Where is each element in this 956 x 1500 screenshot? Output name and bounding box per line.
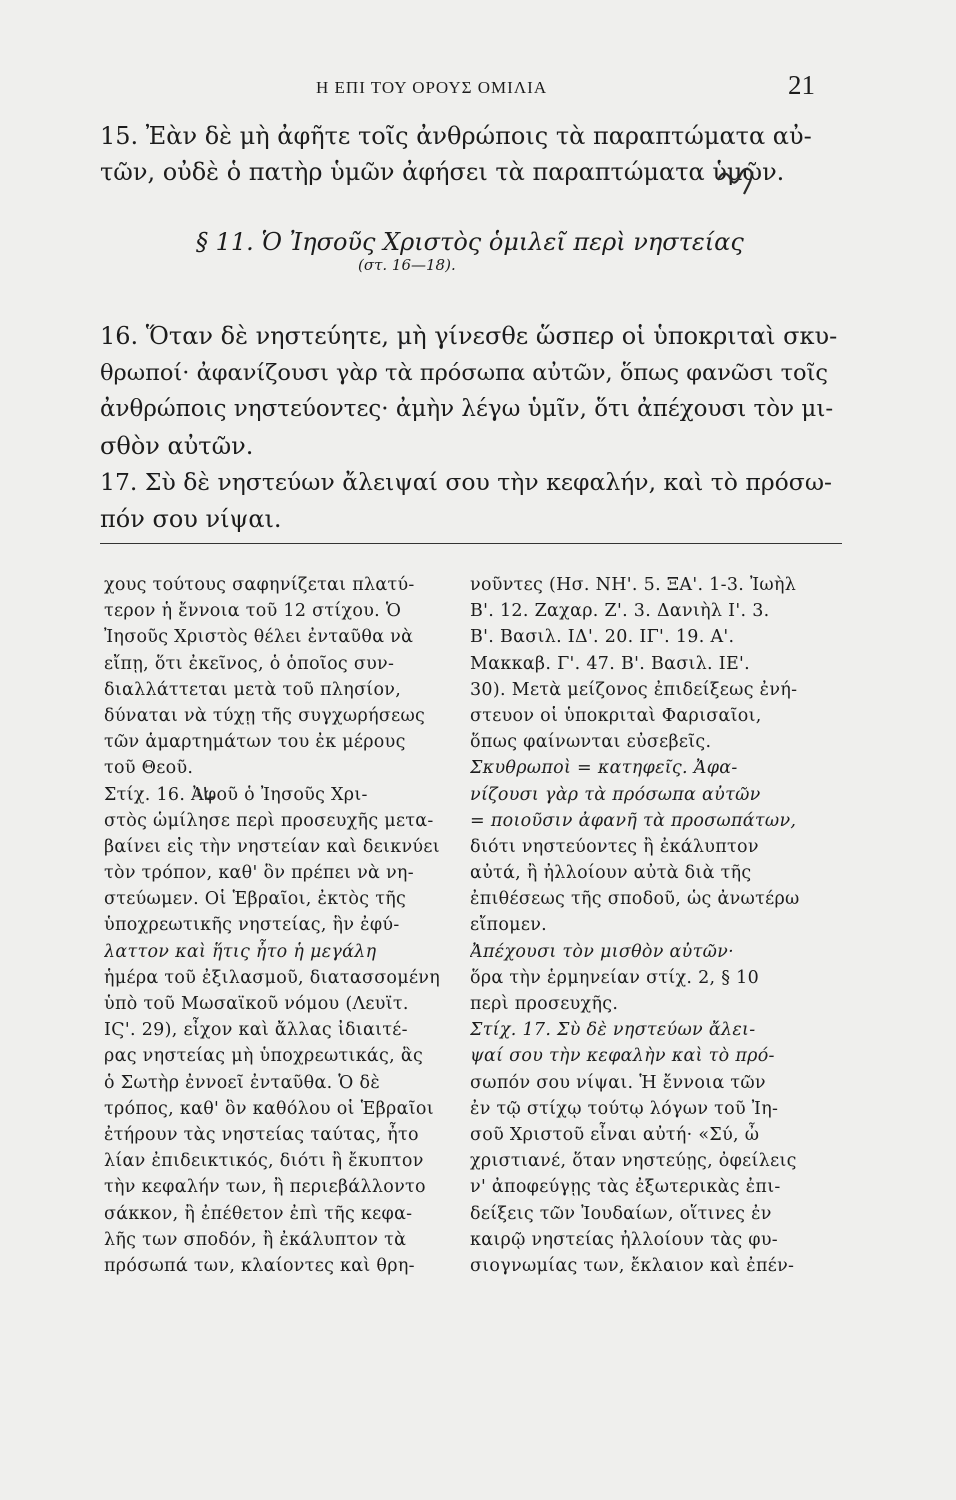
commentary-line: τερον ἡ ἔννοια τοῦ 12 στίχου. Ὁ	[104, 601, 402, 622]
commentary-line: Ἀπέχουσι τὸν μισθὸν αὐτῶν·	[470, 941, 734, 962]
commentary-line: 30). Μετὰ μείζονος ἐπιδείξεως ἐνή-	[470, 679, 798, 700]
commentary-line: τοῦ Θεοῦ.	[104, 758, 194, 779]
commentary-line: τρόπος, καθ' ὃν καθόλου οἱ Ἑβραῖοι	[104, 1098, 434, 1119]
section-reference: (στ. 16—18).	[358, 256, 456, 274]
commentary-line: Στίχ. 16. Ἀφοῦ ὁ Ἰησοῦς Χρι-	[104, 784, 368, 805]
commentary-line: δείξεις τῶν Ἰουδαίων, οἵτινες ἐν	[470, 1203, 772, 1224]
commentary-line: Β'. 12. Ζαχαρ. Ζ'. 3. Δανιὴλ Ι'. 3.	[470, 601, 770, 622]
commentary-line: εἴπομεν.	[470, 915, 548, 936]
commentary-line: διαλλάττεται μετὰ τοῦ πλησίον,	[104, 679, 402, 700]
commentary-line: τὴν κεφαλήν των, ἢ περιεβάλλοντο	[104, 1177, 426, 1198]
commentary-line: στεύωμεν. Οἱ Ἑβραῖοι, ἐκτὸς τῆς	[104, 889, 407, 910]
running-title: Η ΕΠΙ ΤΟΥ ΟΡΟΥΣ ΟΜΙΛΙΑ	[316, 78, 548, 97]
commentary-line: στὸς ὡμίλησε περὶ προσευχῆς μετα-	[104, 810, 434, 831]
section-title: § 11. Ὁ Ἰησοῦς Χριστὸς ὁμιλεῖ περὶ νηστείας	[196, 228, 744, 256]
commentary-line: σοῦ Χριστοῦ εἶναι αὐτή· «Σύ, ὦ	[470, 1124, 760, 1145]
commentary-line: ἡμέρα τοῦ ἐξιλασμοῦ, διατασσομένη	[104, 967, 441, 988]
verse-line: πόν σου νίψαι.	[100, 504, 282, 533]
commentary-line: σιογνωμίας των, ἔκλαιον καὶ ἐπέν-	[470, 1255, 795, 1276]
verse-line: τῶν, οὐδὲ ὁ πατὴρ ὑμῶν ἀφήσει τὰ παραπτώματα ὑμῶν.	[100, 158, 785, 186]
commentary-line: εἴπῃ, ὅτι ἐκεῖνος, ὁ ὁποῖος συν-	[104, 653, 395, 674]
footnote-divider	[100, 543, 842, 544]
commentary-line: βαίνει εἰς τὴν νηστείαν καὶ δεικνύει	[104, 836, 440, 857]
commentary-line: τὸν τρόπον, καθ' ὃν πρέπει νὰ νη-	[104, 863, 414, 884]
verse-line: 15. Ἐὰν δὲ μὴ ἀφῆτε τοῖς ἀνθρώποις τὰ παραπτώματα αὐ-	[100, 122, 812, 150]
commentary-right-column	[470, 572, 840, 1279]
commentary-line: νοῦντες (Ησ. ΝΗ'. 5. ΞΑ'. 1-3. Ἰωὴλ	[470, 575, 797, 595]
commentary-line: πρόσωπά των, κλαίοντες καὶ θρη-	[104, 1255, 415, 1276]
handwritten-mark-icon	[714, 160, 758, 200]
commentary-line: χους τούτους σαφηνίζεται πλατύ-	[104, 575, 415, 595]
commentary-line: στευον οἱ ὑποκριταὶ Φαρισαῖοι,	[470, 705, 762, 726]
commentary-line: Ἰησοῦς Χριστὸς θέλει ἐνταῦθα νὰ	[104, 627, 414, 648]
commentary-line: σάκκον, ἢ ἐπέθετον ἐπὶ τῆς κεφα-	[104, 1203, 413, 1224]
verse-line: 16. Ὅταν δὲ νηστεύητε, μὴ γίνεσθε ὥσπερ οἱ ὑποκριταὶ σκυ-	[100, 322, 838, 350]
commentary-line: χριστιανέ, ὅταν νηστεύῃς, ὀφείλεις	[470, 1151, 797, 1172]
commentary-line: λαττον καὶ ἥτις ἦτο ἡ μεγάλη	[104, 941, 377, 962]
commentary-line: ρας νηστείας μὴ ὑποχρεωτικάς, ἃς	[104, 1046, 424, 1067]
commentary-line: Σκυθρωποὶ = κατηφεῖς. Ἀφα-	[470, 758, 738, 779]
commentary-line: Β'. Βασιλ. ΙΔ'. 20. ΙΓ'. 19. Α'.	[470, 627, 735, 648]
commentary-line: καιρῷ νηστείας ἠλλοίουν τὰς φυ-	[470, 1229, 779, 1250]
page-number: 21	[788, 70, 815, 100]
commentary-line: τῶν ἁμαρτημάτων του ἐκ μέρους	[104, 732, 406, 753]
commentary-line: ΙϚ'. 29), εἶχον καὶ ἄλλας ἰδιαιτέ-	[104, 1020, 408, 1041]
commentary-line: ὅπως φαίνωνται εὐσεβεῖς.	[470, 732, 712, 753]
commentary-line: ὁ Σωτὴρ ἐννοεῖ ἐνταῦθα. Ὁ δὲ	[104, 1072, 381, 1093]
commentary-line: Μακκαβ. Γ'. 47. Β'. Βασιλ. ΙΕ'.	[470, 653, 751, 674]
commentary-line: λίαν ἐπιδεικτικός, διότι ἢ ἔκυπτον	[104, 1151, 424, 1172]
commentary-line: αὐτά, ἢ ἠλλοίουν αὐτὰ διὰ τῆς	[470, 863, 752, 884]
commentary-line: περὶ προσευχῆς.	[470, 994, 619, 1014]
commentary-line: ν' ἀποφεύγῃς τὰς ἐξωτερικὰς ἐπι-	[470, 1177, 781, 1198]
verse-line: ἀνθρώποις νηστεύοντες· ἀμὴν λέγω ὑμῖν, ὅτι ἀπέχουσι τὸν μι-	[100, 396, 834, 422]
verse-line: 17. Σὺ δὲ νηστεύων ἄλειψαί σου τὴν κεφαλήν, καὶ τὸ πρόσω-	[100, 468, 832, 496]
verses-16-17	[100, 318, 842, 537]
commentary-line: διότι νηστεύοντες ἢ ἐκάλυπτον	[470, 836, 759, 857]
commentary-line: δύναται νὰ τύχῃ τῆς συγχωρήσεως	[104, 705, 426, 726]
running-head	[0, 70, 956, 106]
commentary-line: ἐτήρουν τὰς νηστείας ταύτας, ἦτο	[104, 1124, 419, 1145]
verse-line: σθὸν αὐτῶν.	[100, 431, 254, 460]
commentary-line: ἐν τῷ στίχῳ τούτῳ λόγων τοῦ Ἰη-	[470, 1098, 779, 1119]
commentary-line: ὑπὸ τοῦ Μωσαϊκοῦ νόμου (Λευϊτ.	[104, 994, 409, 1014]
commentary-line: ὅρα τὴν ἑρμηνείαν στίχ. 2, § 10	[470, 967, 760, 988]
verse-line: θρωποί· ἀφανίζουσι γὰρ τὰ πρόσωπα αὐτῶν, ὅπως φανῶσι τοῖς	[100, 359, 828, 386]
handwritten-tick-icon	[196, 785, 218, 803]
commentary-line: ἐπιθέσεως τῆς σποδοῦ, ὡς ἀνωτέρω	[470, 889, 800, 910]
commentary-left-column	[104, 572, 474, 1279]
commentary-line: λῆς των σποδόν, ἢ ἐκάλυπτον τὰ	[104, 1229, 407, 1250]
commentary-line: ψαί σου τὴν κεφαλὴν καὶ τὸ πρό-	[470, 1046, 775, 1067]
commentary-line: ὑποχρεωτικῆς νηστείας, ἣν ἐφύ-	[104, 915, 400, 936]
section-heading	[196, 228, 796, 274]
commentary-line: νίζουσι γὰρ τὰ πρόσωπα αὐτῶν	[470, 784, 761, 805]
commentary-line: Στίχ. 17. Σὺ δὲ νηστεύων ἄλει-	[470, 1020, 756, 1041]
commentary-line: = ποιοῦσιν ἀφανῆ τὰ προσωπάτων,	[470, 810, 797, 831]
commentary-line: σωπόν σου νίψαι. Ἡ ἔννοια τῶν	[470, 1072, 766, 1093]
